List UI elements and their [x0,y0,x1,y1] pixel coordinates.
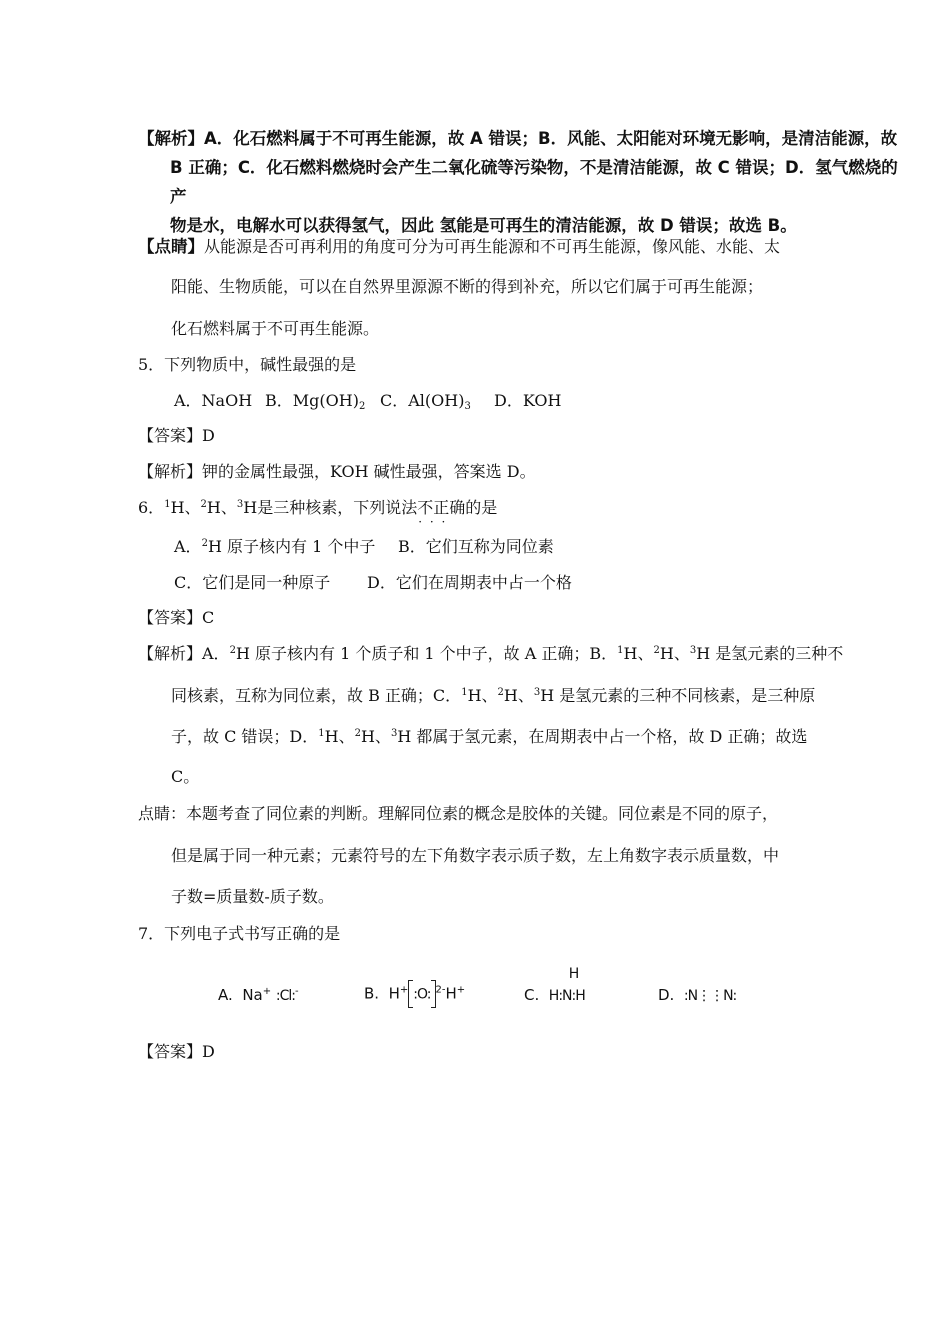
q6-stem: 6．$^1$H、$^2$H、$^3$H是三种核素，下列说法不正确 · · ·的是 [138,497,497,519]
q6-tip-line3: 子数=质量数-质子数。 [171,887,334,906]
q7-stem: 7．下列电子式书写正确的是 [138,924,341,943]
q6-option-b: B．它们互称为同位素 [398,537,554,556]
analysis-label: 【解析】 [138,129,204,148]
q6-analysis-line1: 【解析】A．$^2$H 原子核内有 1 个质子和 1 个中子，故 A 正确；B．$^1$H、$^2$H、$^3$H 是氢元素的三种不 [138,644,844,663]
formula-option-b: B. H+ :O: $^{2-}$H+ [364,980,465,1008]
electron-formula-options [218,966,758,1018]
q5-option-c: C．$Al(OH)_3$ [380,391,471,412]
q4-tip-line2: 阳能、生物质能，可以在自然界里源源不断的得到补充，所以它们属于可再生能源； [171,277,764,296]
q6-analysis-line2: 同核素，互称为同位素，故 B 正确；C．$^1$H、$^2$H、$^3$H 是氢元素的三种不同核素，是三种原 [171,686,816,705]
q7-answer: 【答案】D [138,1042,215,1061]
q5-option-d: D．KOH [494,391,562,410]
q6-analysis-line3: 子，故 C 错误；D．$^1$H、$^2$H、$^3$H 都属于氢元素，在周期表中占一个格，故 D 正确；故选 [171,727,808,746]
q4-analysis-line1: 【解析】A．化石燃料属于不可再生能源，故 A 错误；B．风能、太阳能对环境无影响，是清洁能源，故 [138,129,898,148]
q4-tip-line3: 化石燃料属于不可再生能源。 [171,319,380,338]
q6-option-a: A．$^2$H 原子核内有 1 个中子 [174,537,376,556]
q4-analysis-line3: 物是水，电解水可以获得氢气，因此 氢能是可再生的清洁能源，故 D 错误；故选 B。 [170,216,797,235]
q6-option-c: C．它们是同一种原子 [174,573,331,592]
q6-tip-line1: 点睛：本题考查了同位素的判断。理解同位素的概念是胶体的关键。同位素是不同的原子， [138,804,779,823]
formula-option-d: D. :N⋮⋮N: [658,986,737,1004]
nh3-top-h: H [568,966,580,982]
tip-label: 【点睛】 [138,237,204,256]
q5-answer: 【答案】D [138,426,215,445]
q4-analysis-line2: B 正确；C．化石燃料燃烧时会产生二氧化硫等污染物，不是清洁能源，故 C 错误；D．氢气燃烧的产 [170,158,898,206]
q6-option-d: D．它们在周期表中占一个格 [367,573,572,592]
emphasis-text: 不正确 · · · [417,498,465,517]
formula-option-a: A. Na+ :Cl:- [218,986,299,1004]
q5-stem: 5．下列物质中，碱性最强的是 [138,355,357,374]
q5-option-a: A．NaOH [174,391,253,410]
q5-analysis: 【解析】钾的金属性最强，KOH 碱性最强，答案选 D。 [138,462,536,481]
q6-answer: 【答案】C [138,608,215,627]
q4-tip-line1: 【点睛】从能源是否可再利用的角度可分为可再生能源和不可再生能源，像风能、水能、太 [138,237,781,256]
q6-analysis-line4: C。 [171,767,200,786]
formula-option-c: C. H H:N:H [524,966,585,1004]
q5-option-b: B．$Mg(OH)_2$ [265,391,366,412]
q4-analysis [138,124,913,240]
q6-tip-line2: 但是属于同一种元素；元素符号的左下角数字表示质子数，左上角数字表示质量数，中 [171,846,780,865]
